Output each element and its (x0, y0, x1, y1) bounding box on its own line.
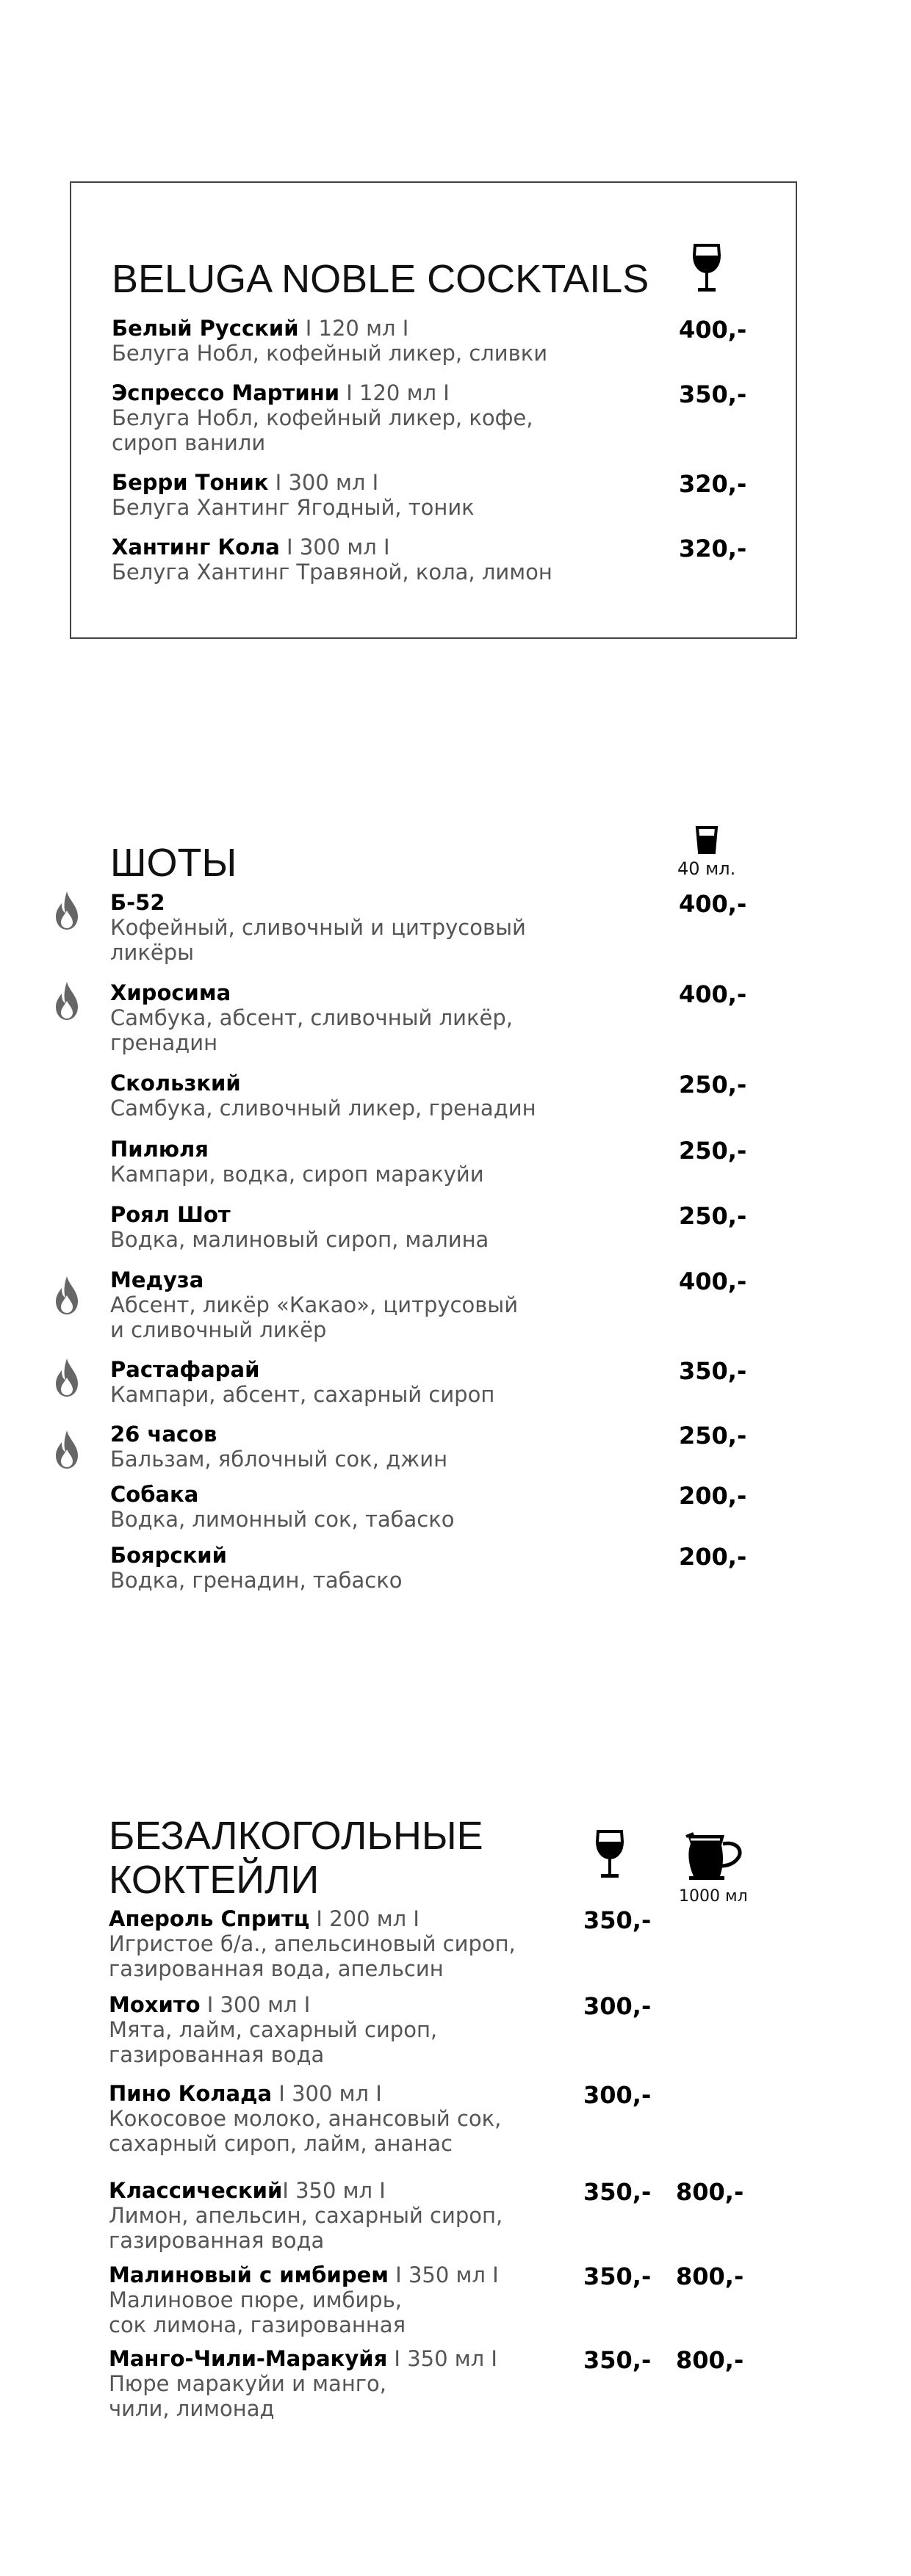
item-price: 200,- (679, 1482, 747, 1510)
item-price: 400,- (679, 980, 747, 1008)
shot-item (110, 1137, 484, 1187)
item-price: 350,- (679, 380, 747, 408)
item-description: Кампари, водка, сироп маракуйи (110, 1162, 484, 1187)
item-price-jug: 800,- (676, 2178, 744, 2206)
item-description: газированная вода (109, 2042, 325, 2067)
nonalc-item (109, 1992, 437, 2067)
item-price: 400,- (679, 1267, 747, 1295)
item-name: Классический (109, 2178, 283, 2203)
item-description: Бальзам, яблочный сок, джин (110, 1447, 448, 1472)
item-description: Белуга Нобл, кофейный ликер, кофе, (112, 405, 533, 430)
item-name: Скользкий (110, 1071, 241, 1096)
item-volume: I 120 мл I (298, 316, 409, 341)
item-name: Медуза (110, 1267, 204, 1292)
item-description: Мята, лайм, сахарный сироп, (109, 2017, 438, 2042)
wine-glass-icon (691, 242, 723, 295)
shot-item (110, 1422, 447, 1472)
item-description: газированная вода (109, 2228, 325, 2253)
item-price: 350,- (679, 1357, 747, 1385)
item-volume: I 300 мл I (268, 470, 379, 495)
cocktail-item (112, 535, 552, 585)
shot-item (110, 1357, 494, 1407)
item-name: Берри Тоник (112, 470, 269, 495)
item-price: 200,- (679, 1543, 747, 1571)
cocktail-item (112, 470, 475, 520)
item-name: Пилюля (110, 1137, 209, 1162)
item-price: 250,- (679, 1422, 747, 1450)
item-volume: I 120 мл I (339, 380, 450, 405)
item-description: гренадин (110, 1030, 218, 1055)
item-description: Самбука, абсент, сливочный ликёр, (110, 1005, 513, 1030)
item-name: Эспрессо Мартини (112, 380, 340, 405)
item-name: Пино Колада (109, 2081, 273, 2106)
wine-glass-icon (594, 1828, 626, 1881)
shots-title: ШОТЫ (110, 841, 237, 885)
item-description: Малиновое пюре, имбирь, (109, 2287, 403, 2312)
item-name: Малиновый с имбирем (109, 2262, 389, 2287)
item-description: и сливочный ликёр (110, 1317, 327, 1342)
item-name: Роял Шот (110, 1202, 231, 1227)
cocktail-item (112, 316, 547, 366)
flame-icon (53, 1357, 81, 1398)
item-price: 400,- (679, 316, 747, 344)
item-price: 320,- (679, 470, 747, 498)
item-description: Белуга Нобл, кофейный ликер, сливки (112, 341, 548, 366)
cocktail-item (112, 380, 533, 455)
item-price-jug: 800,- (676, 2262, 744, 2290)
item-volume: I 350 мл I (282, 2178, 386, 2203)
item-description: газированная вода, апельсин (109, 1956, 444, 1981)
item-price: 350,- (583, 2178, 652, 2206)
cocktails-title: BELUGA NOBLE COCKTAILS (112, 257, 649, 301)
item-price: 320,- (679, 535, 747, 562)
item-volume: I 350 мл I (387, 2346, 497, 2371)
item-name: 26 часов (110, 1422, 217, 1447)
item-name: Растафарай (110, 1357, 260, 1382)
item-price-jug: 800,- (676, 2346, 744, 2374)
item-description: сироп ванили (112, 430, 266, 455)
nonalc-item (109, 1906, 516, 1981)
item-description: Белуга Хантинг Ягодный, тоник (112, 495, 475, 520)
item-description: Кофейный, сливочный и цитрусовый (110, 915, 526, 940)
item-name: Манго-Чили-Маракуйя (109, 2346, 388, 2371)
flame-icon (53, 890, 81, 931)
item-description: Самбука, сливочный ликер, гренадин (110, 1096, 536, 1121)
nonalc-title-line-1: БЕЗАЛКОГОЛЬНЫЕ (109, 1814, 483, 1858)
item-description: Водка, малиновый сироп, малина (110, 1227, 489, 1252)
nonalc-title-line-2: КОКТЕЙЛИ (109, 1858, 320, 1902)
item-description: Водка, лимонный сок, табаско (110, 1507, 455, 1532)
nonalc-item (109, 2178, 503, 2253)
item-description: Кокосовое молоко, анансовый сок, (109, 2106, 502, 2131)
item-volume: I 200 мл I (309, 1906, 420, 1931)
item-name: Боярский (110, 1543, 227, 1568)
item-price: 250,- (679, 1137, 747, 1165)
item-description: Кампари, абсент, сахарный сироп (110, 1382, 495, 1407)
jug-unit: 1000 мл (679, 1887, 748, 1906)
item-name: Хиросима (110, 980, 231, 1005)
item-volume: I 300 мл I (272, 2081, 382, 2106)
item-price: 250,- (679, 1071, 747, 1099)
item-description: ликёры (110, 940, 195, 965)
item-price: 250,- (679, 1202, 747, 1230)
nonalc-item (109, 2081, 501, 2156)
shot-item (110, 980, 513, 1055)
jug-icon (683, 1832, 746, 1882)
item-description: Абсент, ликёр «Какао», цитрусовый (110, 1292, 519, 1317)
flame-icon (53, 980, 81, 1021)
item-description: Пюре маракуйи и манго, (109, 2371, 386, 2396)
item-volume: I 300 мл I (279, 535, 390, 560)
item-name: Собака (110, 1482, 199, 1507)
item-description: сахарный сироп, лайм, ананас (109, 2131, 453, 2156)
item-name: Апероль Спритц (109, 1906, 310, 1931)
shots-unit: 40 мл. (677, 858, 736, 879)
shot-item (110, 1071, 536, 1121)
item-price: 300,- (583, 2081, 652, 2109)
item-price: 300,- (583, 1992, 652, 2020)
item-name: Мохито (109, 1992, 201, 2017)
item-description: Игристое б/а., апельсиновый сироп, (109, 1931, 516, 1956)
item-description: чили, лимонад (109, 2396, 275, 2421)
shot-glass-icon (695, 825, 719, 855)
item-name: Б-52 (110, 890, 165, 915)
flame-icon (53, 1429, 81, 1470)
shot-item (110, 890, 526, 965)
shot-item (110, 1543, 402, 1593)
shot-item (110, 1202, 489, 1252)
item-volume: I 300 мл I (200, 1992, 311, 2017)
item-name: Белый Русский (112, 316, 299, 341)
item-description: Белуга Хантинг Травяной, кола, лимон (112, 560, 552, 585)
nonalc-item (109, 2346, 497, 2421)
item-name: Хантинг Кола (112, 535, 280, 560)
nonalc-item (109, 2262, 499, 2337)
item-description: Водка, гренадин, табаско (110, 1568, 403, 1593)
shot-item (110, 1482, 454, 1532)
item-price: 350,- (583, 2346, 652, 2374)
item-description: сок лимона, газированная (109, 2312, 406, 2337)
shot-item (110, 1267, 518, 1342)
item-price: 350,- (583, 1906, 652, 1934)
item-price: 350,- (583, 2262, 652, 2290)
item-volume: I 350 мл I (388, 2262, 499, 2287)
item-price: 400,- (679, 890, 747, 918)
item-description: Лимон, апельсин, сахарный сироп, (109, 2203, 503, 2228)
flame-icon (53, 1275, 81, 1316)
